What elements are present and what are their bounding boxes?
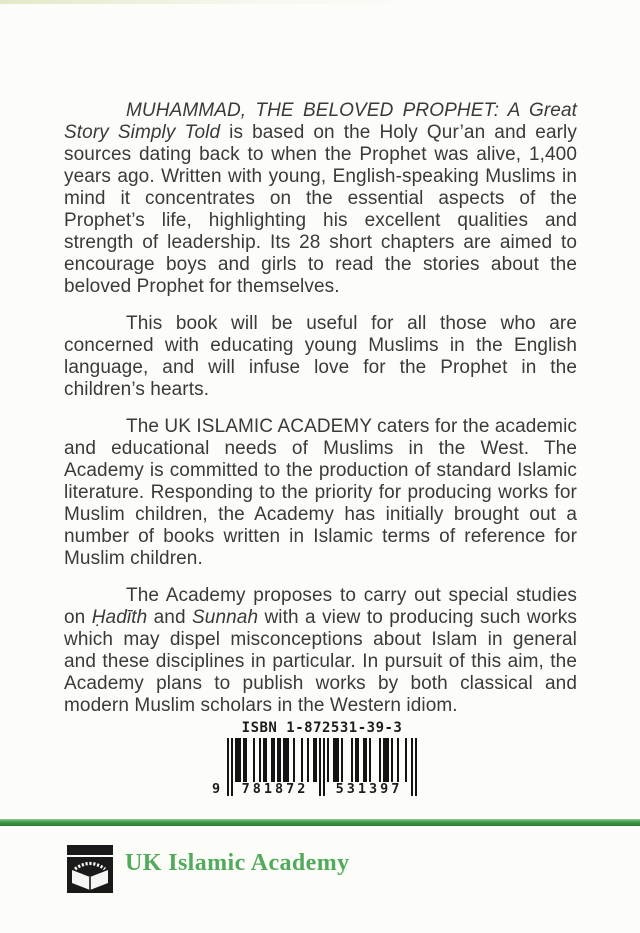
back-cover-text (64, 100, 577, 717)
body-paragraph (64, 416, 577, 570)
text-segment: The UK ISLAMIC ACADEMY caters for the academic and educational needs of Muslims in the West. The Academy is committed to the production of standard Islamic literature. Responding to the priority for producing works for Muslim children, the Academy has initially brought out a number of books written in Islamic terms of reference for Muslim children. (64, 416, 577, 569)
isbn-label: ISBN 1-872531-39-3 (241, 720, 403, 736)
body-paragraph (64, 100, 577, 298)
publisher-footer (0, 838, 640, 933)
text-segment: The Academy proposes to carry out special studies on (64, 585, 577, 628)
ean-barcode (212, 738, 417, 797)
body-paragraph (64, 585, 577, 717)
scan-edge-tint (0, 0, 430, 4)
text-segment: This book will be useful for all those who are concerned with educating young Muslims in the English language, and will infuse love for the Prophet in the children’s hearts. (64, 313, 577, 400)
green-divider-rule (0, 819, 640, 826)
book-title-segment: MUHAMMAD, THE BELOVED PROPHET: A Great Story Simply Told (64, 100, 577, 143)
ean-digit-group-1: 781872 (233, 782, 317, 796)
ean-lead-digit: 9 (212, 781, 221, 797)
text-segment: with a view to producing such works which may dispel misconceptions about Islam in general and these disciplines in particular. In pursuit of this aim, the Academy plans to publish works by both classical and modern Muslim scholars in the Western idiom. (64, 607, 578, 716)
text-segment: is based on the Holy Qur’an and early sources dating back to when the Prophet was alive, 1,400 years ago. Written with young, English-speaking Muslims in mind it concentrates on the essential aspects of the Prophet’s life, highlighting his excellent qualities and strength of leadership. Its 28 short chapters are aimed to encourage boys and girls to read the stories about the beloved Prophet for themselves. (64, 122, 577, 297)
sunnah-italic-segment: Sunnah (192, 607, 259, 628)
ean-digit-group-2: 531397 (327, 782, 411, 796)
body-paragraph (64, 313, 577, 401)
barcode-section (212, 720, 417, 797)
text-segment: and (147, 607, 192, 628)
publisher-name: UK Islamic Academy (125, 850, 350, 876)
open-book-logo-icon (67, 845, 113, 893)
hadith-italic-segment: Ḥadīth (91, 607, 148, 628)
